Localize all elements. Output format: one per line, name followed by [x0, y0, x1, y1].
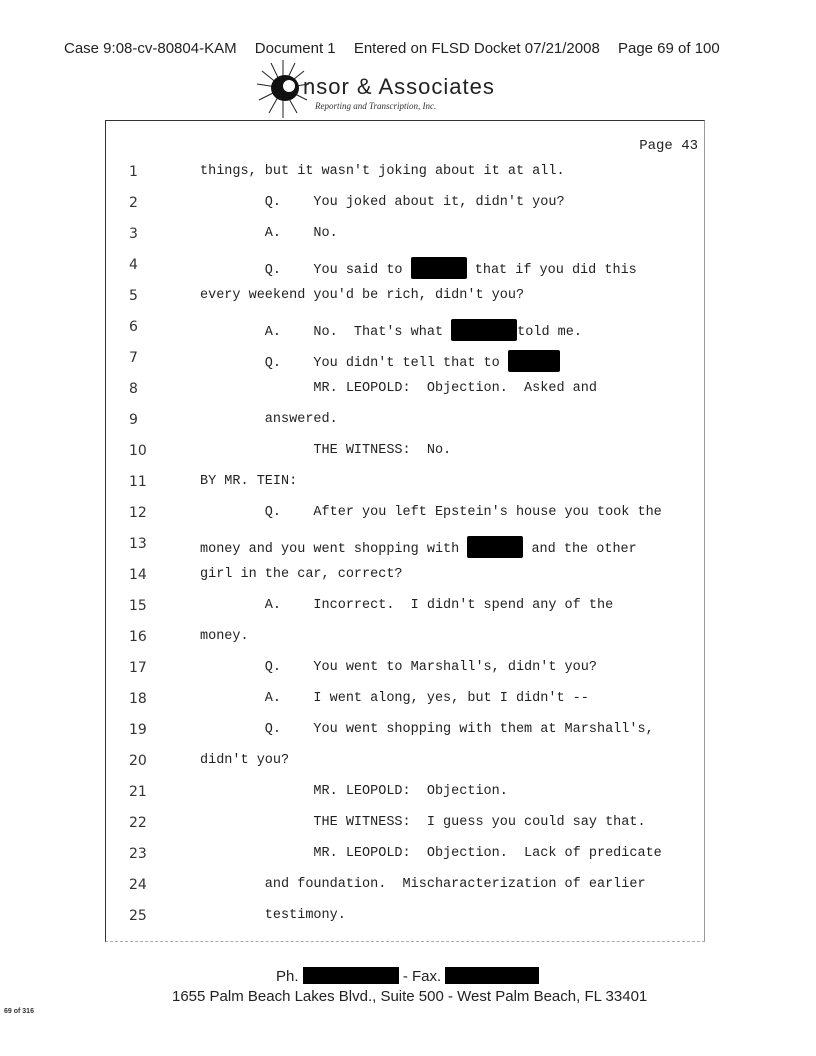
fax-label: - Fax. — [402, 968, 442, 985]
line-text — [200, 350, 560, 372]
line-text — [200, 784, 508, 799]
line-text-part: answered. — [200, 412, 338, 427]
line-text — [200, 629, 249, 644]
line-text — [200, 598, 613, 613]
line-text-part: A. Incorrect. I didn't spend any of the — [200, 598, 614, 613]
line-text-part: MR. LEOPOLD: Objection. — [200, 784, 508, 799]
line-text-part: Q. You said to — [200, 263, 411, 278]
transcript-line — [105, 158, 705, 189]
line-text-part: that if you did this — [466, 263, 637, 278]
transcript-line — [105, 251, 705, 282]
line-number: 6 — [129, 319, 138, 335]
line-text — [200, 474, 297, 489]
line-text — [200, 164, 565, 179]
line-number: 3 — [129, 226, 138, 242]
line-number: 16 — [129, 629, 147, 645]
line-text — [200, 257, 637, 279]
pdf-page-count: 69 of 316 — [4, 1008, 34, 1015]
line-text-part: THE WITNESS: No. — [200, 443, 452, 458]
transcript-line — [105, 871, 705, 902]
line-text — [200, 908, 346, 923]
line-number: 19 — [129, 722, 147, 738]
transcript-line — [105, 220, 705, 251]
line-text — [200, 443, 451, 458]
line-number: 24 — [129, 877, 147, 893]
company-address: 1655 Palm Beach Lakes Blvd., Suite 500 - West Palm Beach, FL 33401 — [172, 988, 648, 1005]
line-text-part: and the other — [523, 542, 637, 557]
line-text-part: Q. After you left Epstein's house you took the — [200, 505, 662, 520]
line-text — [200, 412, 338, 427]
transcript-line — [105, 282, 705, 313]
line-text-part: Q. You went shopping with them at Marshall's, — [200, 722, 654, 737]
line-text — [200, 567, 403, 582]
line-number: 25 — [129, 908, 147, 924]
line-text — [200, 660, 597, 675]
transcript-line — [105, 530, 705, 561]
line-text — [200, 753, 289, 768]
transcript-line — [105, 437, 705, 468]
transcript-line — [105, 716, 705, 747]
transcript-line — [105, 747, 705, 778]
transcript-line — [105, 902, 705, 933]
line-text — [200, 226, 338, 241]
transcript-line — [105, 778, 705, 809]
line-text-part: girl in the car, correct? — [200, 567, 403, 582]
line-number: 11 — [129, 474, 147, 490]
company-name: nsor & Associates — [303, 74, 495, 99]
line-text-part: Q. You went to Marshall's, didn't you? — [200, 660, 597, 675]
transcript-line — [105, 406, 705, 437]
line-text — [200, 536, 637, 558]
transcript-line — [105, 375, 705, 406]
line-text-part: money. — [200, 629, 249, 644]
line-number: 12 — [129, 505, 147, 521]
line-text-part: A. No. That's what — [200, 325, 452, 340]
redaction-bar — [508, 350, 560, 372]
line-number: 8 — [129, 381, 138, 397]
line-number: 17 — [129, 660, 147, 676]
phone-label: Ph. — [276, 968, 299, 985]
line-number: 1 — [129, 164, 138, 180]
line-number: 5 — [129, 288, 138, 304]
line-text-part: and foundation. Mischaracterization of earlier — [200, 877, 646, 892]
line-number: 18 — [129, 691, 147, 707]
line-text — [200, 815, 646, 830]
line-text-part: BY MR. TEIN: — [200, 474, 298, 489]
redaction-bar — [451, 319, 517, 341]
line-text-part: testimony. — [200, 908, 346, 923]
company-logo — [255, 58, 555, 120]
line-text — [200, 877, 646, 892]
line-text — [200, 722, 654, 737]
transcript-line — [105, 468, 705, 499]
line-number: 14 — [129, 567, 147, 583]
transcript-line — [105, 313, 705, 344]
document-number: Document 1 — [254, 40, 336, 57]
line-number: 23 — [129, 846, 147, 862]
line-text-part: THE WITNESS: I guess you could say that. — [200, 815, 646, 830]
transcript-line — [105, 840, 705, 871]
line-number: 10 — [129, 443, 147, 459]
transcript-line — [105, 189, 705, 220]
redaction-bar — [411, 257, 467, 279]
transcript-line — [105, 592, 705, 623]
transcript-line — [105, 809, 705, 840]
line-text-part: didn't you? — [200, 753, 290, 768]
transcript-line — [105, 561, 705, 592]
docket-entry: Entered on FLSD Docket 07/21/2008 — [353, 40, 600, 57]
case-number: Case 9:08-cv-80804-KAM — [64, 40, 237, 57]
court-filing-header — [64, 40, 734, 57]
line-text — [200, 505, 662, 520]
transcript-line — [105, 499, 705, 530]
line-number: 9 — [129, 412, 138, 428]
transcript-line — [105, 654, 705, 685]
line-text-part: Q. You joked about it, didn't you? — [200, 195, 565, 210]
line-text — [200, 195, 565, 210]
line-text-part: A. I went along, yes, but I didn't -- — [200, 691, 589, 706]
line-text — [200, 691, 589, 706]
line-text-part: MR. LEOPOLD: Objection. Lack of predicate — [200, 846, 662, 861]
line-text-part: every weekend you'd be rich, didn't you? — [200, 288, 525, 303]
line-number: 4 — [129, 257, 138, 273]
redaction-bar — [445, 967, 539, 984]
redaction-bar — [303, 967, 399, 984]
redaction-bar — [467, 536, 523, 558]
line-text — [200, 288, 524, 303]
line-text-part: told me. — [517, 325, 582, 340]
line-number: 21 — [129, 784, 147, 800]
line-number: 13 — [129, 536, 147, 552]
contact-line — [276, 967, 539, 985]
line-text — [200, 381, 597, 396]
transcript-line — [105, 623, 705, 654]
line-text — [200, 319, 582, 341]
transcript-line — [105, 685, 705, 716]
line-text — [200, 846, 662, 861]
line-number: 22 — [129, 815, 147, 831]
line-text-part: A. No. — [200, 226, 338, 241]
page-number: Page 69 of 100 — [617, 40, 720, 57]
line-number: 7 — [129, 350, 138, 366]
line-number: 2 — [129, 195, 138, 211]
line-text-part: money and you went shopping with — [200, 542, 468, 557]
transcript-page-label: Page 43 — [639, 138, 698, 154]
transcript-line — [105, 344, 705, 375]
line-number: 20 — [129, 753, 147, 769]
line-text-part: MR. LEOPOLD: Objection. Asked and — [200, 381, 597, 396]
line-text-part: things, but it wasn't joking about it at all. — [200, 164, 565, 179]
company-tagline: Reporting and Transcription, Inc. — [315, 101, 437, 111]
line-text-part: Q. You didn't tell that to — [200, 356, 508, 371]
line-number: 15 — [129, 598, 147, 614]
